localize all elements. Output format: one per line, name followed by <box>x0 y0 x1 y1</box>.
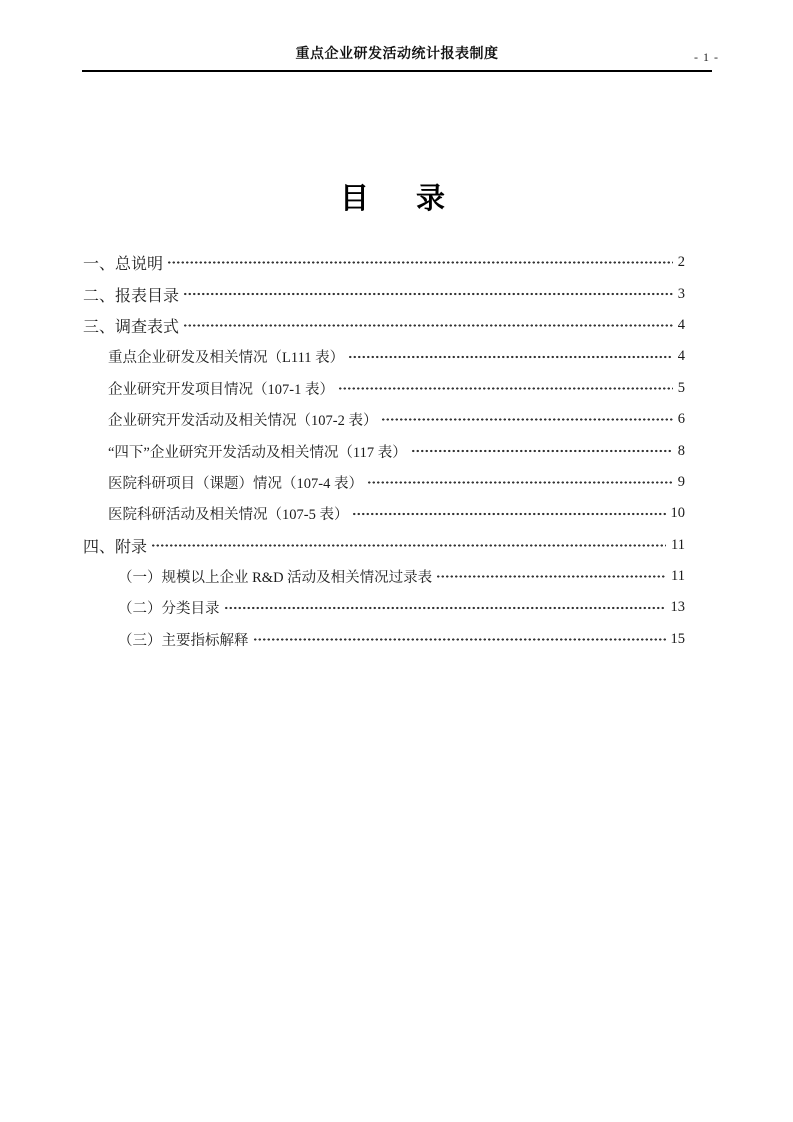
toc-leader-dots <box>253 624 666 655</box>
toc-entry[interactable] <box>83 592 685 623</box>
toc-entry-label: （一）规模以上企业 R&D 活动及相关情况过录表 <box>118 570 433 587</box>
toc-entry-page: 13 <box>670 599 685 616</box>
toc-entry-page: 2 <box>677 254 685 271</box>
toc-entry-page: 4 <box>677 348 685 365</box>
toc-leader-dots <box>167 247 673 278</box>
toc-leader-dots <box>436 561 666 592</box>
toc-entry[interactable] <box>83 247 685 278</box>
toc-entry-page: 6 <box>677 411 685 428</box>
toc-title: 目 录 <box>339 183 454 215</box>
table-of-contents <box>83 247 685 655</box>
toc-entry-label: 三、调查表式 <box>83 318 180 336</box>
header-page-number: - 1 - <box>694 50 719 64</box>
toc-entry[interactable] <box>83 278 685 309</box>
toc-leader-dots <box>352 498 665 529</box>
toc-entry-label: （三）主要指标解释 <box>118 632 249 649</box>
toc-entry-page: 10 <box>670 505 685 522</box>
toc-entry-label: 四、附录 <box>83 538 148 556</box>
toc-entry[interactable] <box>83 341 685 372</box>
page-header <box>82 44 719 72</box>
toc-entry[interactable] <box>83 561 685 592</box>
toc-entry-label: （二）分类目录 <box>118 601 220 618</box>
toc-entry[interactable] <box>83 310 685 341</box>
toc-leader-dots <box>151 530 666 561</box>
toc-entry-label: 一、总说明 <box>83 256 164 274</box>
toc-entry-page: 9 <box>677 473 685 490</box>
toc-leader-dots <box>183 278 673 309</box>
toc-leader-dots <box>348 341 673 372</box>
header-title: 重点企业研发活动统计报表制度 <box>295 47 499 62</box>
toc-entry-label: 重点企业研发及相关情况（L111 表） <box>108 350 345 367</box>
toc-entry-page: 3 <box>677 285 685 302</box>
toc-entry-page: 4 <box>677 316 685 333</box>
toc-entry-page: 15 <box>670 630 685 647</box>
toc-entry-label: 企业研究开发项目情况（107-1 表） <box>108 381 334 398</box>
toc-entry[interactable] <box>83 624 685 655</box>
toc-leader-dots <box>411 435 673 466</box>
toc-entry-label: 医院科研活动及相关情况（107-5 表） <box>108 507 349 524</box>
toc-leader-dots <box>338 373 673 404</box>
toc-entry-page: 11 <box>671 536 685 553</box>
toc-leader-dots <box>367 467 673 498</box>
toc-entry-page: 11 <box>671 568 685 585</box>
toc-entry[interactable] <box>83 435 685 466</box>
toc-leader-dots <box>183 310 673 341</box>
toc-entry-label: “四下”企业研究开发活动及相关情况（117 表） <box>108 444 407 461</box>
toc-entry-label: 二、报表目录 <box>83 287 180 305</box>
toc-entry[interactable] <box>83 467 685 498</box>
toc-entry[interactable] <box>83 373 685 404</box>
toc-entry-label: 医院科研项目（课题）情况（107-4 表） <box>108 475 363 492</box>
toc-entry[interactable] <box>83 404 685 435</box>
toc-leader-dots <box>224 592 666 623</box>
toc-entry-label: 企业研究开发活动及相关情况（107-2 表） <box>108 413 378 430</box>
toc-entry-page: 8 <box>677 442 685 459</box>
toc-entry[interactable] <box>83 530 685 561</box>
toc-leader-dots <box>381 404 672 435</box>
toc-entry-page: 5 <box>677 379 685 396</box>
toc-entry[interactable] <box>83 498 685 529</box>
